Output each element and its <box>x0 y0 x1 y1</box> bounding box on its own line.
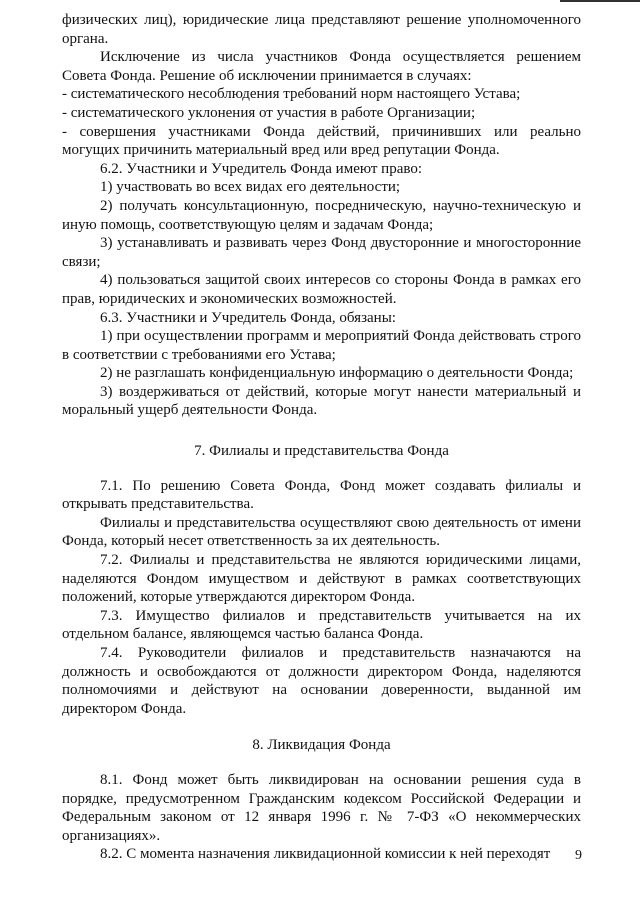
top-edge-line <box>560 0 640 2</box>
clause-7-4: 7.4. Руководители филиалов и представительств назначаются на должность и освобождаются от должности директором Фонда, наделяются полномочиями и действуют на основании доверенности, выданной им директором Фонда. <box>62 645 581 717</box>
exclusion-item-2: - систематического уклонения от участия в работе Организации; <box>62 104 476 121</box>
page-number: 9 <box>575 848 582 863</box>
right-item-2: 2) получать консультационную, посредническую, научно-техническую и иную помощь, соответствующую целям и задачам Фонда; <box>62 197 581 233</box>
right-item-1: 1) участвовать во всех видах его деятельности; <box>100 179 401 196</box>
clause-7-1-continued: Филиалы и представительства осуществляют свою деятельность от имени Фонда, который несет ответственность за их деятельность. <box>62 514 581 550</box>
exclusion-item-3: - совершения участниками Фонда действий, причинивших или реально могущих причинить материальный вред или вред репутации Фонда. <box>62 123 581 159</box>
clause-6-3: 6.3. Участники и Учредитель Фонда, обязаны: <box>100 309 396 326</box>
exclusion-item-1: - систематического несоблюдения требований норм настоящего Устава; <box>62 86 521 103</box>
section-heading-8: 8. Ликвидация Фонда <box>252 737 391 754</box>
duty-item-1: 1) при осуществлении программ и мероприятий Фонда действовать строго в соответствии с требованиями его Устава; <box>62 328 581 363</box>
clause-7-3: 7.3. Имущество филиалов и представительств учитывается на их отдельном балансе, являющемся частью баланса Фонда. <box>62 607 581 643</box>
clause-7-1: 7.1. По решению Совета Фонда, Фонд может создавать филиалы и открывать представительства. <box>62 477 581 513</box>
section-heading-7: 7. Филиалы и представительства Фонда <box>194 443 449 460</box>
clause-8-1: 8.1. Фонд может быть ликвидирован на основании решения суда в порядке, предусмотренном Гражданским кодексом Российской Федерации и Федеральным законом от 12 января 1996 г. № 7-ФЗ «О некоммерческих организациях». <box>62 771 581 844</box>
paragraph-continuation: физических лиц), юридические лица представляют решение уполномоченного органа. <box>62 12 581 47</box>
clause-8-2: 8.2. С момента назначения ликвидационной комиссии к ней переходят <box>100 846 551 863</box>
clause-7-2: 7.2. Филиалы и представительства не являются юридическими лицами, наделяются Фондом имуществом и действуют в рамках соответствующих положений, которые утверждаются директором Фонда. <box>62 552 581 606</box>
paragraph-exclusion: Исключение из числа участников Фонда осуществляется решением Совета Фонда. Решение об исключении принимается в случаях: <box>62 49 581 84</box>
document-page <box>62 11 581 864</box>
duty-item-2: 2) не разглашать конфиденциальную информацию о деятельности Фонда; <box>100 365 574 382</box>
duty-item-3: 3) воздерживаться от действий, которые могут нанести материальный и моральный ущерб деятельности Фонда. <box>62 383 581 419</box>
right-item-4: 4) пользоваться защитой своих интересов со стороны Фонда в рамках его прав, юридических и экономических возможностей. <box>62 272 581 307</box>
clause-6-2: 6.2. Участники и Учредитель Фонда имеют право: <box>100 160 422 177</box>
right-item-3: 3) устанавливать и развивать через Фонд двусторонние и многосторонние связи; <box>62 235 581 270</box>
